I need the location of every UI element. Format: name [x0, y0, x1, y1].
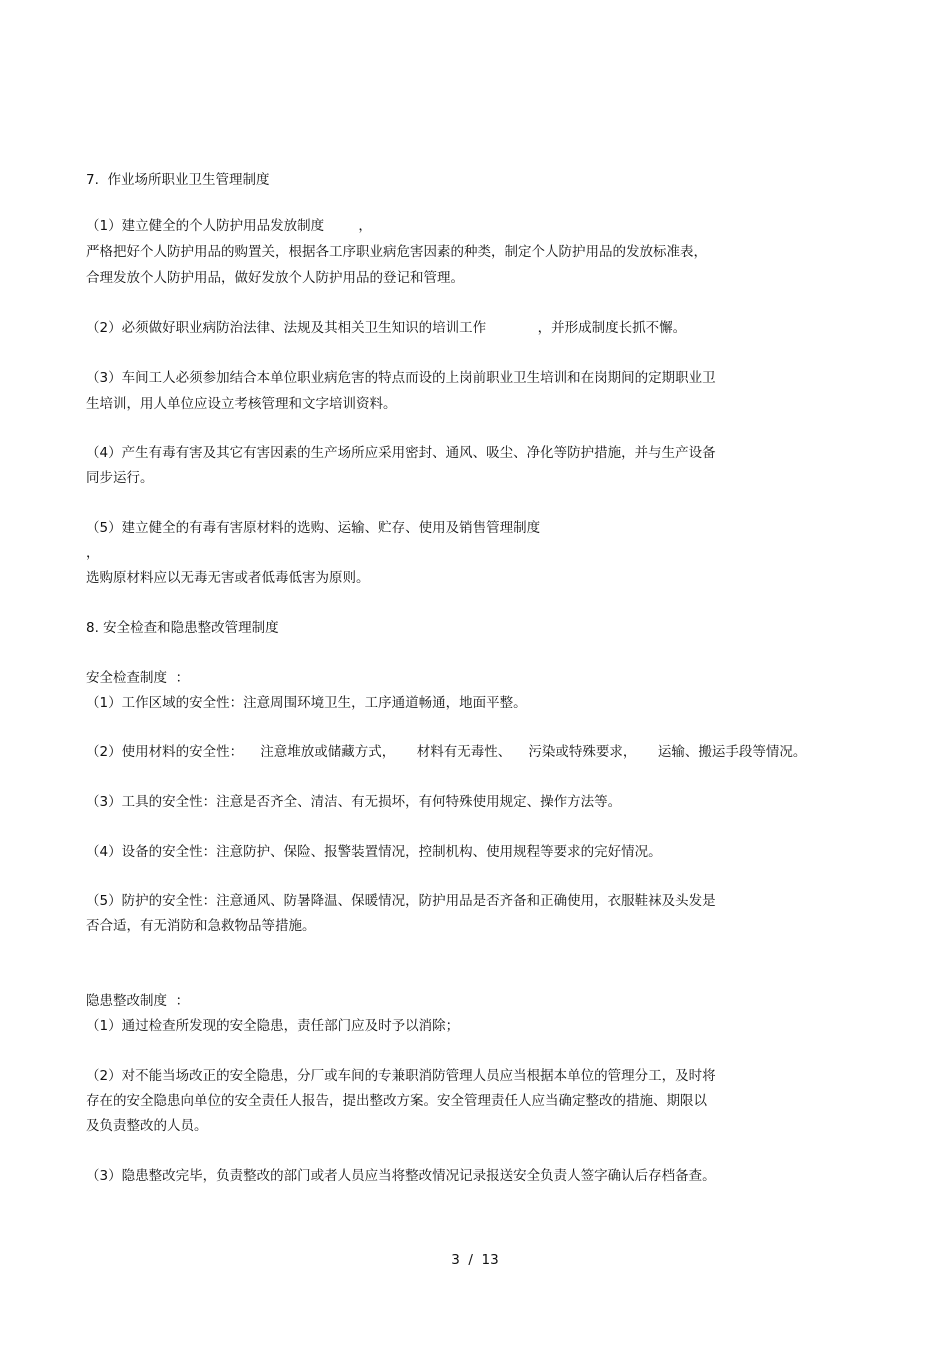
rectification-title: 隐患整改制度 ：: [86, 993, 190, 1009]
rectification-item-2-line-1: （2）对不能当场改正的安全隐患，分厂或车间的专兼职消防管理人员应当根据本单位的管理分工，及时将: [86, 1068, 716, 1084]
rectification-item-3: （3）隐患整改完毕，负责整改的部门或者人员应当将整改情况记录报送安全负责人签字确认后存档备查。: [86, 1168, 716, 1184]
item-7-1-line-3: 合理发放个人防护用品，做好发放个人防护用品的登记和管理。: [86, 270, 464, 286]
item-7-3-line-1: （3）车间工人必须参加结合本单位职业病危害的特点而设的上岗前职业卫生培训和在岗期间的定期职业卫: [86, 370, 716, 386]
item-7-2-line-1: （2）必须做好职业病防治法律、法规及其相关卫生知识的培训工作 ，并形成制度长抓不懈。: [86, 320, 687, 336]
inspection-item-5-line-2: 否合适，有无消防和急救物品等措施。: [86, 918, 316, 934]
inspection-item-1: （1）工作区域的安全性：注意周围环境卫生，工序通道畅通，地面平整。: [86, 695, 527, 711]
item-7-4-line-2: 同步运行。: [86, 470, 154, 486]
inspection-title: 安全检查制度 ：: [86, 670, 190, 686]
rectification-item-1: （1）通过检查所发现的安全隐患，责任部门应及时予以消除；: [86, 1018, 460, 1034]
section-8-heading: 8. 安全检查和隐患整改管理制度: [86, 620, 279, 636]
item-7-5-line-3: 选购原材料应以无毒无害或者低毒低害为原则。: [86, 570, 370, 586]
rectification-item-2-line-2: 存在的安全隐患向单位的安全责任人报告，提出整改方案。安全管理责任人应当确定整改的措施、期限以: [86, 1093, 707, 1109]
item-7-1-line-1: （1）建立健全的个人防护用品发放制度 ，: [86, 218, 372, 234]
section-7-heading: 7. 作业场所职业卫生管理制度: [86, 172, 270, 188]
inspection-item-5-line-1: （5）防护的安全性：注意通风、防暑降温、保暖情况，防护用品是否齐备和正确使用，衣服鞋袜及头发是: [86, 893, 716, 909]
item-7-5-line-1: （5）建立健全的有毒有害原材料的选购、运输、贮存、使用及销售管理制度: [86, 520, 541, 536]
item-7-3-line-2: 生培训，用人单位应设立考核管理和文字培训资料。: [86, 396, 397, 412]
page-number: 3 / 13: [451, 1252, 499, 1268]
item-7-4-line-1: （4）产生有毒有害及其它有害因素的生产场所应采用密封、通风、吸尘、净化等防护措施，并与生产设备: [86, 445, 716, 461]
item-7-1-line-2: 严格把好个人防护用品的购置关，根据各工序职业病危害因素的种类，制定个人防护用品的发放标准表，: [86, 244, 707, 260]
inspection-item-3: （3）工具的安全性：注意是否齐全、清洁、有无损坏，有何特殊使用规定、操作方法等。: [86, 794, 622, 810]
rectification-item-2-line-3: 及负责整改的人员。: [86, 1118, 208, 1134]
item-7-5-line-2: ，: [86, 545, 100, 561]
inspection-item-2: （2）使用材料的安全性： 注意堆放或储藏方式， 材料有无毒性、 污染或特殊要求， 运输、搬运手段等情况。: [86, 744, 807, 760]
inspection-item-4: （4）设备的安全性：注意防护、保险、报警装置情况，控制机构、使用规程等要求的完好情况。: [86, 844, 662, 860]
